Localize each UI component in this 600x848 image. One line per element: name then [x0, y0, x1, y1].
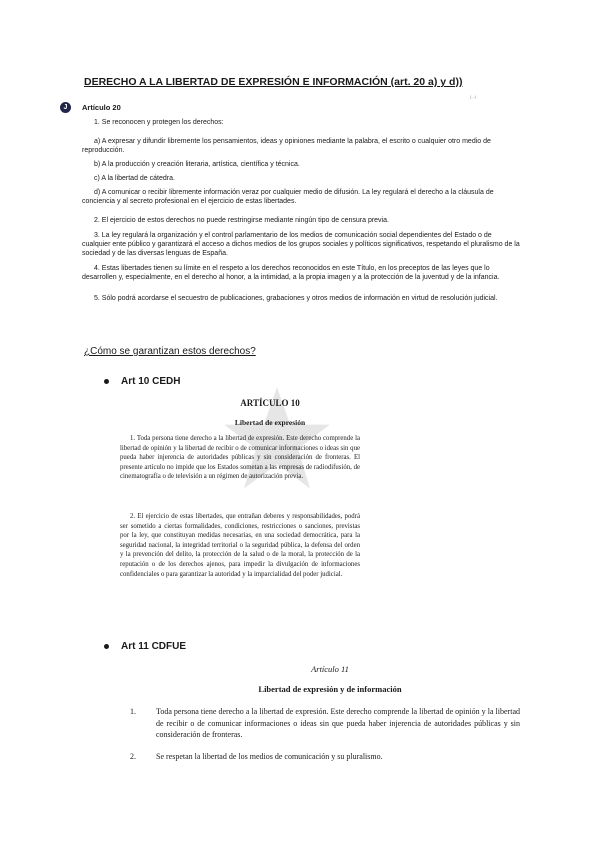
article-badge-icon: J [60, 102, 71, 113]
cedh-p2-text: 2. El ejercicio de estas libertades, que entrañan deberes y responsabilidades, podrá ser sometido a ciertas formalidades, condiciones, restricciones o sanciones, previstas por la ley, que constituyan medidas necesarias, en una sociedad democrática, para la seguridad nacional, la integridad territorial o la seguridad pública, la defensa del orden y la prevención del delito, la protección de la salud o de la moral, la protección de la reputación o de los derechos ajenos, para impedir la divulgación de informaciones confidenciales o para garantizar la autoridad y la imparcialidad del poder judicial. [120, 513, 360, 578]
art20-heading: Artículo 20 [82, 103, 121, 112]
art20-p1 [82, 118, 522, 127]
bullet-dot-icon [104, 644, 109, 649]
bullet-cdfue [104, 641, 186, 652]
art20-pa [82, 137, 522, 155]
art20-p2 [82, 216, 522, 225]
art20-p4-text: 4. Estas libertades tienen su límite en el respeto a los derechos reconocidos en este Título, en los preceptos de las leyes que lo desarrollen y, especialmente, en el derecho al honor, a la intimidad, a la propia imagen y a la protección de la juventud y de la infancia. [82, 265, 500, 281]
title-main: DERECHO A LA LIBERTAD DE EXPRESIÓN E INFORMACIÓN [84, 76, 388, 88]
cdfue-p1-text: Toda persona tiene derecho a la libertad de expresión. Este derecho comprende la libertad de opinión y la libertad de recibir o de comunicar informaciones o ideas sin que pueda haber injerencia de autoridades públicas y sin consideración de fronteras. [156, 707, 520, 739]
bullet-cedh-label: Art 10 CEDH [121, 376, 181, 387]
cdfue-p1-number: 1. [130, 707, 136, 716]
art20-pd-text: d) A comunicar o recibir libremente información veraz por cualquier medio de difusión. La ley regulará el derecho a la cláusula de conciencia y al secreto profesional en el ejercicio de estas libertades. [82, 189, 494, 205]
bullet-cedh [104, 376, 180, 387]
art20-p5-text: 5. Sólo podrá acordarse el secuestro de publicaciones, grabaciones y otros medios de información en virtud de resolución judicial. [94, 295, 498, 302]
title-ref: (art. 20 a) y d)) [387, 76, 463, 88]
cdfue-p2-text: Se respetan la libertad de los medios de comunicación y su pluralismo. [156, 752, 383, 761]
art20-pb [82, 160, 522, 169]
cdfue-paragraph-1 [130, 706, 520, 741]
cedh-article-title: ARTÍCULO 10 [240, 398, 300, 408]
bullet-cdfue-label: Art 11 CDFUE [121, 641, 187, 652]
art20-pb-text: b) A la producción y creación literaria, artística, científica y técnica. [94, 161, 300, 168]
page-title [84, 76, 462, 88]
cdfue-p2-number: 2. [130, 752, 136, 761]
art20-p1-text: 1. Se reconocen y protegen los derechos: [94, 119, 224, 126]
bullet-dot-icon [104, 379, 109, 384]
art20-pd [82, 188, 522, 206]
cedh-article-subtitle: Libertad de expresión [234, 418, 306, 427]
art20-pa-text: a) A expresar y difundir libremente los pensamientos, ideas y opiniones mediante la palabra, el escrito o cualquier otro medio de reproducción. [82, 138, 491, 154]
art20-pc-text: c) A la libertad de cátedra. [94, 175, 175, 182]
art20-p3 [82, 231, 522, 258]
cdfue-article-title: Libertad de expresión y de información [258, 684, 402, 694]
art20-p2-text: 2. El ejercicio de estos derechos no puede restringirse mediante ningún tipo de censura previa. [94, 217, 389, 224]
art20-pc [82, 174, 522, 183]
cdfue-article-number: Artículo 11 [311, 664, 349, 674]
cdfue-paragraph-2 [130, 751, 520, 763]
cedh-paragraph-2 [120, 512, 360, 579]
art20-p3-text: 3. La ley regulará la organización y el control parlamentario de los medios de comunicación social dependientes del Estado o de cualquier ente público y garantizará el acceso a dichos medios de los grupos sociales y políticos significativos, respetando el pluralismo de la sociedad y de las diversas lenguas de España. [82, 232, 520, 257]
art20-p4 [82, 264, 522, 282]
art20-p5 [82, 294, 522, 303]
cedh-p1-text: 1. Toda persona tiene derecho a la libertad de expresión. Este derecho comprende la libertad de opinión y la libertad de recibir o de comunicar informaciones o ideas sin que pueda haber injerencia de autoridades públicas y sin consideración de fronteras. El presente artículo no impide que los Estados sometan a las empresas de radiodifusión, de cinematografía o de televisión a un régimen de autorización previa. [120, 435, 360, 481]
source-ref: (...) [470, 94, 476, 99]
cedh-paragraph-1 [120, 434, 360, 482]
section-question: ¿Cómo se garantizan estos derechos? [84, 346, 256, 357]
